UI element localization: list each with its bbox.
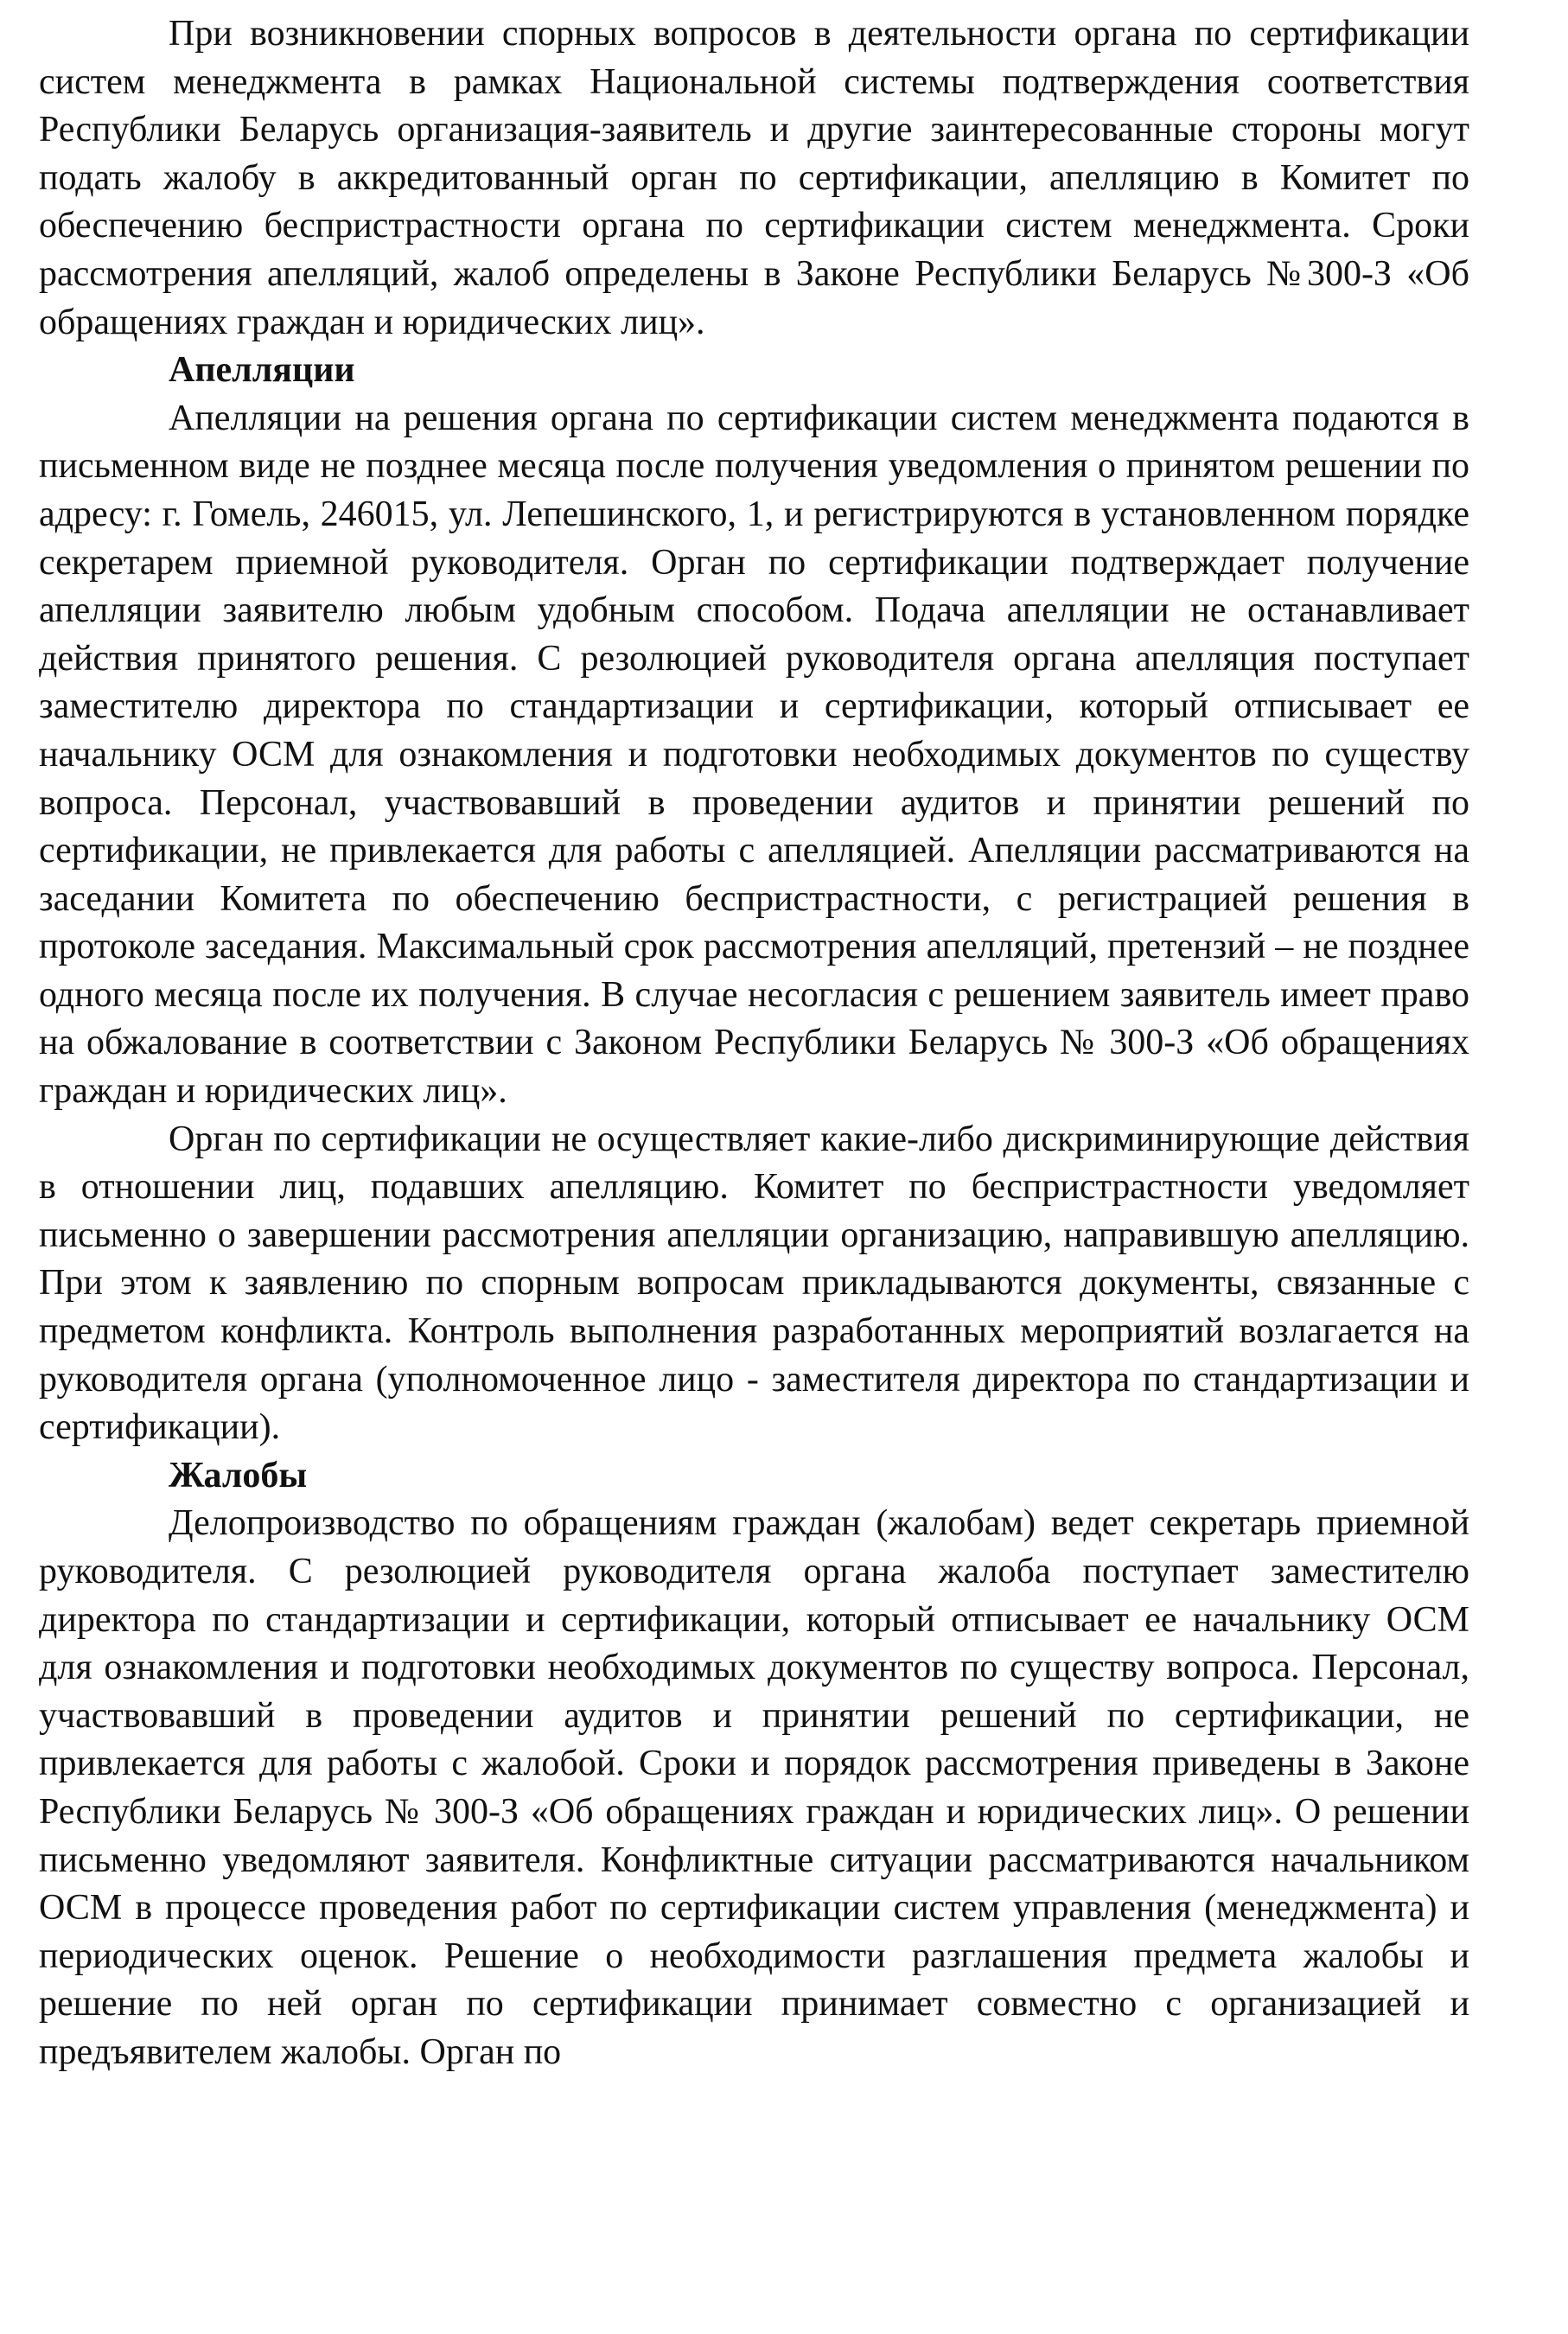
appeals-heading: Апелляции [169,350,355,391]
document-page [39,10,1469,2077]
appeals-paragraph-2: Орган по сертификации не осуществляет какие-либо дискриминирующие действия в отношении лиц, подавших апелляцию. Комитет по беспристрастности уведомляет письменно о завершении рассмотрения апелляции организацию, направившую апелляцию. При этом к заявлению по спорным вопросам прикладываются документы, связанные с предметом конфликта. Контроль выполнения разработанных мероприятий возлагается на руководителя органа (уполномоченное лицо - заместителя директора по стандартизации и сертификации). [39,1119,1469,1448]
complaints-paragraph-1: Делопроизводство по обращениям граждан (жалобам) ведет секретарь приемной руководителя. С резолюцией руководителя органа жалоба поступает заместителю директора по стандартизации и сертификации, который отписывает ее начальнику ОСМ для ознакомления и подготовки необходимых документов по существу вопроса. Персонал, участвовавший в проведении аудитов и принятии решений по сертификации, не привлекается для работы с жалобой. Сроки и порядок рассмотрения приведены в Законе Республики Беларусь № 300-З «Об обращениях граждан и юридических лиц». О решении письменно уведомляют заявителя. Конфликтные ситуации рассматриваются начальником ОСМ в процессе проведения работ по сертификации систем управления (менеджмента) и периодических оценок. Решение о необходимости разглашения предмета жалобы и решение по ней орган по сертификации принимает совместно с организацией и предъявителем жалобы. Орган по [39,1503,1469,2072]
complaints-heading: Жалобы [169,1455,308,1495]
appeals-paragraph-1: Апелляции на решения органа по сертификации систем менеджмента подаются в письменном виде не позднее месяца после получения уведомления о принятом решении по адресу: г. Гомель, 246015, ул. Лепешинского, 1, и регистрируются в установленном порядке секретарем приемной руководителя. Орган по сертификации подтверждает получение апелляции заявителю любым удобным способом. Подача апелляции не останавливает действия принятого решения. С резолюцией руководителя органа апелляция поступает заместителю директора по стандартизации и сертификации, который отписывает ее начальнику ОСМ для ознакомления и подготовки необходимых документов по существу вопроса. Персонал, участвовавший в проведении аудитов и принятии решений по сертификации, не привлекается для работы с апелляцией. Апелляции рассматриваются на заседании Комитета по обеспечению беспристрастности, с регистрацией решения в протоколе заседания. Максимальный срок рассмотрения апелляций, претензий – не позднее одного месяца после их получения. В случае несогласия с решением заявитель имеет право на обжалование в соответствии с Законом Республики Беларусь № 300-З «Об обращениях граждан и юридических лиц». [39,398,1469,1112]
intro-paragraph: При возникновении спорных вопросов в деятельности органа по сертификации систем менеджмента в рамках Национальной системы подтверждения соответствия Республики Беларусь организация-заявитель и другие заинтересованные стороны могут подать жалобу в аккредитованный орган по сертификации, апелляцию в Комитет по обеспечению беспристрастности органа по сертификации систем менеджмента. Сроки рассмотрения апелляций, жалоб определены в Законе Республики Беларусь №300-З «Об обращениях граждан и юридических лиц». [39,14,1469,342]
